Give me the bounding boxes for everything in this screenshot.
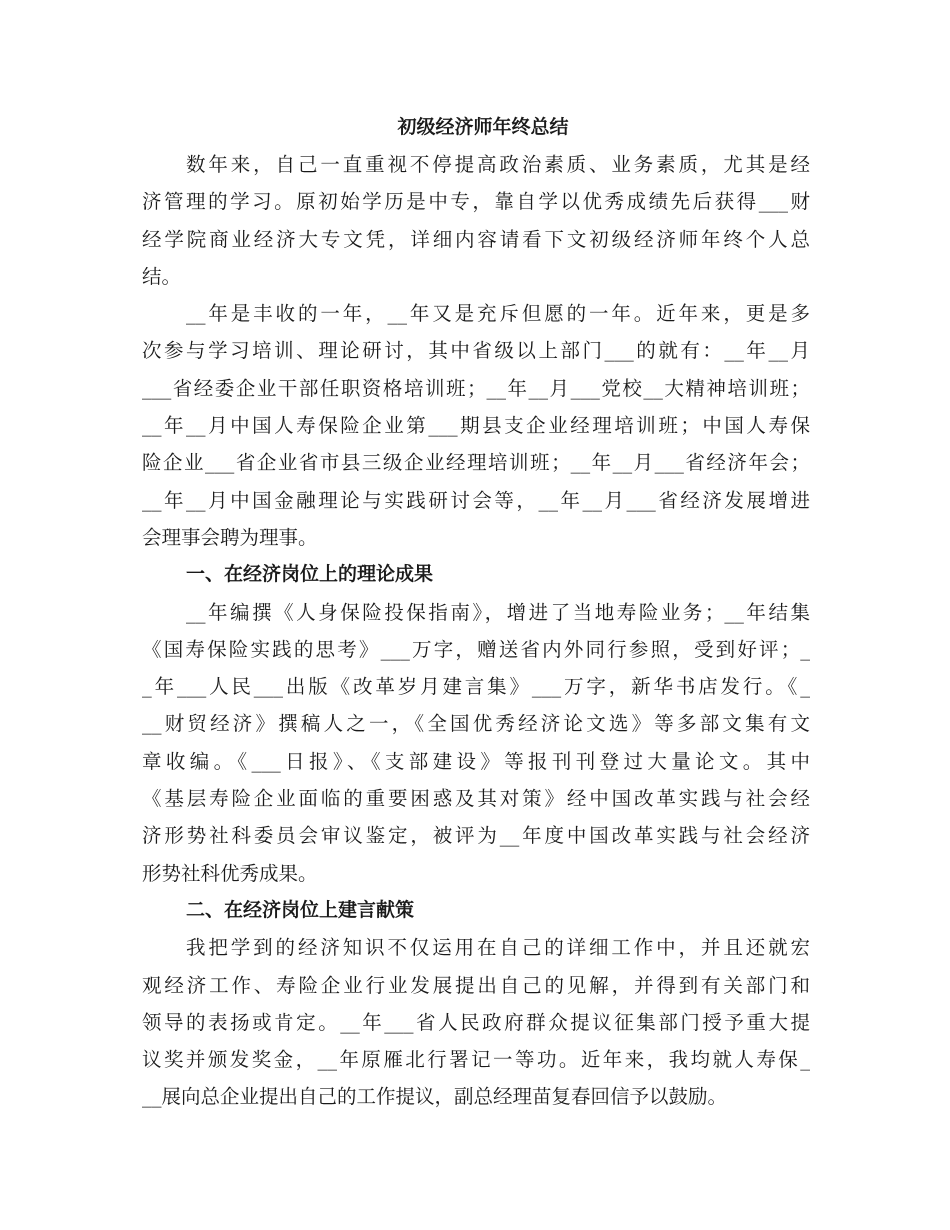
text-line: 章收编。《___日报》、《支部建设》等报刊刊登过大量论文。其中 xyxy=(142,749,810,773)
text-line: 领导的表扬或肯定。__年___省人民政府群众提议征集部门授予重大提 xyxy=(142,1010,810,1034)
document-title: 初级经济师年终总结 xyxy=(397,116,569,138)
text-line: __财贸经济》撰稿人之一，《全国优秀经济论文选》等多部文集有文 xyxy=(142,712,810,736)
paragraph-intro xyxy=(142,146,810,295)
text-line: __年编撰《人身保险投保指南》，增进了当地寿险业务；__年结集 xyxy=(186,600,810,624)
text-line: 数年来，自己一直重视不停提高政治素质、业务素质，尤其是经 xyxy=(186,153,810,176)
text-line: _年___人民___出版《改革岁月建言集》___万字，新华书店发行。《_ xyxy=(142,675,810,699)
text-line: 险企业___省企业省市县三级企业经理培训班；__年__月___省经济年会； xyxy=(142,451,810,475)
text-line: 我把学到的经济知识不仅运用在自己的详细工作中，并且还就宏 xyxy=(186,936,810,960)
paragraph-theory-results xyxy=(142,594,810,892)
text-line: 会理事会聘为理事。 xyxy=(142,525,318,549)
text-line: __年是丰收的一年，__年又是充斥但愿的一年。近年来，更是多 xyxy=(186,302,810,326)
text-line: 济管理的学习。原初始学历是中专，靠自学以优秀成绩先后获得___财 xyxy=(142,190,810,214)
text-line: 《国寿保险实践的思考》___万字，赠送省内外同行参照，受到好评；_ xyxy=(142,637,810,661)
text-line: ___省经委企业干部任职资格培训班；__年__月___党校__大精神培训班； xyxy=(142,376,810,400)
paragraph-suggestions xyxy=(142,929,810,1115)
text-line: 观经济工作、寿险企业行业发展提出自己的见解，并得到有关部门和 xyxy=(142,973,810,997)
paragraph-training xyxy=(142,295,810,556)
text-line: 济形势社科委员会审议鉴定，被评为__年度中国改革实践与社会经济 xyxy=(142,824,810,848)
text-line: 形势社科优秀成果。 xyxy=(142,861,318,885)
text-line: 《基层寿险企业面临的重要困惑及其对策》经中国改革实践与社会经 xyxy=(142,787,810,811)
text-line: 议奖并颁发奖金，__年原雁北行署记一等功。近年来，我均就人寿保_ xyxy=(142,1048,810,1072)
text-line: __年__月中国金融理论与实践研讨会等，__年__月___省经济发展增进 xyxy=(142,488,810,512)
section-heading: 二、在经济岗位上建言献策 xyxy=(186,898,415,921)
section-heading: 一、在经济岗位上的理论成果 xyxy=(186,563,434,586)
text-line: __展向总企业提出自己的工作提议，副总经理苗复春回信予以鼓励。 xyxy=(142,1085,728,1109)
document-page xyxy=(142,110,810,1116)
text-line: 次参与学习培训、理论研讨，其中省级以上部门___的就有：__年__月 xyxy=(142,339,810,363)
text-line: 经学院商业经济大专文凭，详细内容请看下文初级经济师年终个人总 xyxy=(142,227,810,251)
text-line: __年__月中国人寿保险企业第___期县支企业经理培训班；中国人寿保 xyxy=(142,414,810,438)
text-line: 结。 xyxy=(142,264,182,288)
